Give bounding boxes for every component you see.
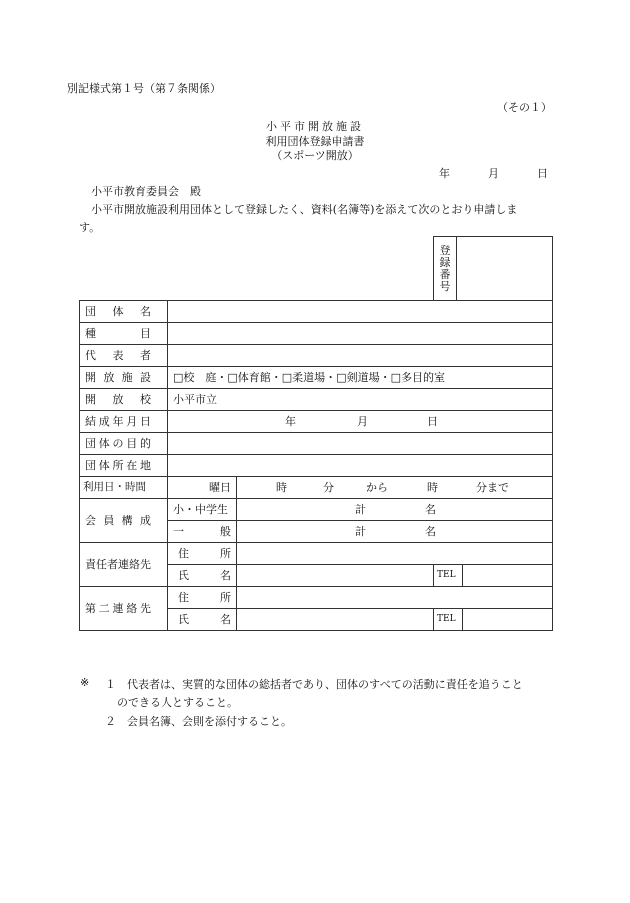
sport-field[interactable] <box>168 323 553 345</box>
title-line-3: （スポーツ開放） <box>271 149 359 162</box>
facility-options[interactable]: □校 庭・□体育館・□柔道場・□剣道場・□多目的室 <box>168 367 553 389</box>
registration-number-label <box>434 237 457 300</box>
contact1-address-label: 住 所 <box>168 543 237 565</box>
reg-char: 番 <box>439 267 451 281</box>
usage-until: 分まで <box>476 480 509 494</box>
members-general-unit: 名 <box>425 524 436 538</box>
facility-label: 開 放 施 設 <box>80 367 168 389</box>
usage-minute-start: 分 <box>323 480 334 494</box>
table-row <box>80 345 553 367</box>
members-student-field[interactable] <box>237 499 553 521</box>
reg-char: 録 <box>439 255 451 269</box>
date-year-label: 年 <box>439 167 450 180</box>
addressee: 小平市教育委員会 殿 <box>91 185 201 198</box>
members-general-field[interactable] <box>237 521 553 543</box>
usage-weekday-field[interactable]: 曜日 <box>168 477 237 499</box>
contact2-name-field[interactable] <box>237 609 434 631</box>
table-row <box>80 411 553 433</box>
representative-field[interactable] <box>168 345 553 367</box>
group-name-label: 団 体 名 <box>80 301 168 323</box>
founded-label: 結 成 年 月 日 <box>80 411 168 433</box>
table-row <box>80 301 553 323</box>
note-1-text-cont: のできる人とすること。 <box>117 696 238 709</box>
page-marker: （その１） <box>497 101 552 114</box>
sport-label: 種 目 <box>80 323 168 345</box>
note-1-text: 代表者は、実質的な団体の総括者であり、団体のすべての活動に責任を追うこと <box>127 678 523 691</box>
note-2-number: ２ <box>105 715 116 728</box>
contact1-address-field[interactable] <box>237 543 553 565</box>
contact1-tel-label: TEL <box>434 565 463 587</box>
table-row <box>80 433 553 455</box>
reg-char: 号 <box>439 279 451 293</box>
contact2-address-field[interactable] <box>237 587 553 609</box>
purpose-label: 団 体 の 目 的 <box>80 433 168 455</box>
representative-label: 代 表 者 <box>80 345 168 367</box>
members-student-unit: 名 <box>425 502 436 516</box>
table-row <box>80 587 553 609</box>
location-label: 団 体 所 在 地 <box>80 455 168 477</box>
table-row <box>80 477 553 499</box>
title-line-2: 利用団体登録申請書 <box>265 135 365 148</box>
contact1-name-field[interactable] <box>237 565 434 587</box>
title-line-1: 小平市開放施設 <box>266 120 364 133</box>
reg-char: 登 <box>439 243 451 257</box>
table-row <box>80 323 553 345</box>
school-label: 開 放 校 <box>80 389 168 411</box>
members-general-label: 一 般 <box>168 521 237 543</box>
table-row <box>80 455 553 477</box>
usage-hour-start: 時 <box>276 480 287 494</box>
contact2-name-label: 氏 名 <box>168 609 237 631</box>
note-1-number: １ <box>105 678 116 691</box>
table-row <box>80 543 553 565</box>
contact2-tel-field[interactable] <box>463 609 553 631</box>
contact1-label: 責 任 者 連 絡 先 <box>80 543 168 587</box>
contact1-name-label: 氏 名 <box>168 565 237 587</box>
contact2-tel-label: TEL <box>434 609 463 631</box>
members-label: 会 員 構 成 <box>80 499 168 543</box>
group-name-field[interactable] <box>168 301 553 323</box>
usage-label: 利用日・時間 <box>80 477 168 499</box>
founded-field[interactable] <box>168 411 553 433</box>
table-row <box>80 367 553 389</box>
date-month-label: 月 <box>488 167 499 180</box>
usage-hour-end: 時 <box>427 480 438 494</box>
usage-time-field[interactable] <box>237 477 553 499</box>
purpose-field[interactable] <box>168 433 553 455</box>
founded-day-label: 日 <box>427 414 438 428</box>
founded-month-label: 月 <box>357 414 368 428</box>
intro-text-cont: す。 <box>79 221 101 234</box>
registration-number-field[interactable] <box>457 237 552 300</box>
application-table <box>79 300 553 631</box>
notes-mark: ※ <box>80 676 90 689</box>
form-label: 別記様式第１号（第７条関係） <box>67 82 221 95</box>
note-2-text: 会員名簿、会則を添付すること。 <box>127 715 292 728</box>
contact2-address-label: 住 所 <box>168 587 237 609</box>
members-student-total: 計 <box>355 502 366 516</box>
members-student-label: 小・中学生 <box>168 499 237 521</box>
registration-number-box <box>433 236 553 300</box>
contact2-label: 第 二 連 絡 先 <box>80 587 168 631</box>
table-row <box>80 499 553 521</box>
table-row <box>80 389 553 411</box>
location-field[interactable] <box>168 455 553 477</box>
contact1-tel-field[interactable] <box>463 565 553 587</box>
members-general-total: 計 <box>355 524 366 538</box>
founded-year-label: 年 <box>285 414 296 428</box>
date-day-label: 日 <box>537 167 548 180</box>
intro-text: 小平市開放施設利用団体として登録したく、資料(名簿等)を添えて次のとおり申請しま <box>91 203 518 216</box>
usage-from: から <box>366 480 388 494</box>
school-field[interactable]: 小平市立 <box>168 389 553 411</box>
